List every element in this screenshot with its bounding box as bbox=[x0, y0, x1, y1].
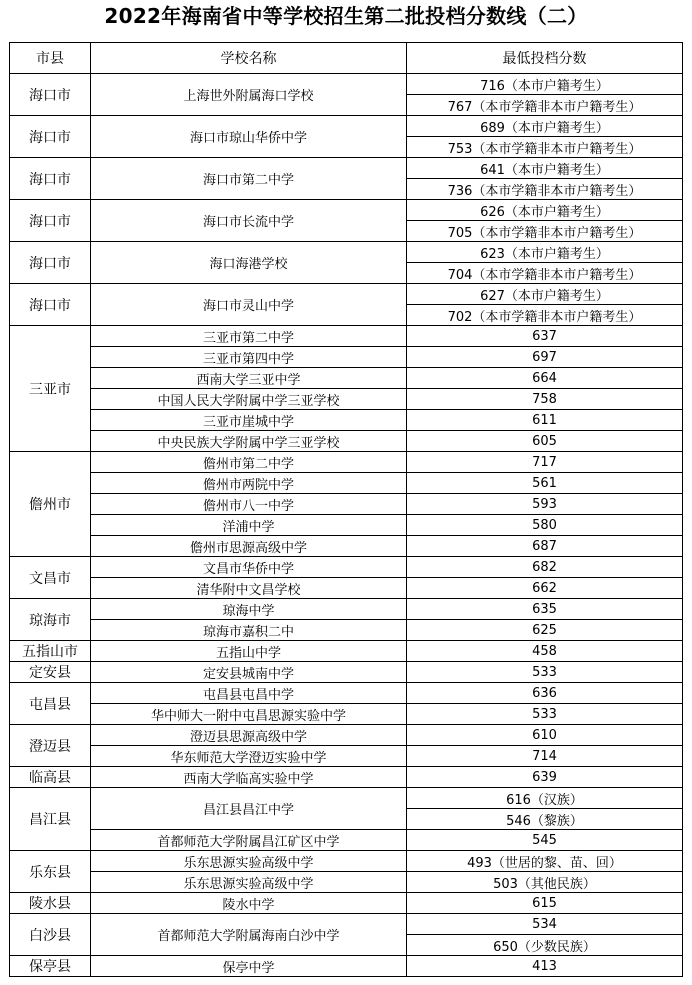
min-score-cell: 605 bbox=[407, 431, 683, 452]
table-row bbox=[10, 452, 683, 473]
header-score: 最低投档分数 bbox=[407, 43, 683, 74]
county-cell: 海口市 bbox=[10, 200, 91, 242]
table-body bbox=[10, 74, 683, 977]
table-row bbox=[10, 368, 683, 389]
min-score-cell: 705（本市学籍非本市户籍考生） bbox=[407, 221, 683, 242]
table-header-row bbox=[10, 43, 683, 74]
min-score-cell: 458 bbox=[407, 641, 683, 662]
county-cell: 海口市 bbox=[10, 74, 91, 116]
header-county: 市县 bbox=[10, 43, 91, 74]
school-name-cell: 首都师范大学附属昌江矿区中学 bbox=[91, 830, 407, 851]
min-score-cell: 687 bbox=[407, 536, 683, 557]
county-cell: 文昌市 bbox=[10, 557, 91, 599]
school-name-cell: 五指山中学 bbox=[91, 641, 407, 662]
school-name-cell: 文昌市华侨中学 bbox=[91, 557, 407, 578]
min-score-cell: 682 bbox=[407, 557, 683, 578]
table-row bbox=[10, 599, 683, 620]
school-name-cell: 儋州市两院中学 bbox=[91, 473, 407, 494]
table-row bbox=[10, 830, 683, 851]
min-score-cell: 627（本市户籍考生） bbox=[407, 284, 683, 305]
school-name-cell: 洋浦中学 bbox=[91, 515, 407, 536]
school-name-cell: 保亭中学 bbox=[91, 956, 407, 977]
table-row bbox=[10, 683, 683, 704]
min-score-cell: 546（黎族） bbox=[407, 809, 683, 830]
min-score-cell: 697 bbox=[407, 347, 683, 368]
school-name-cell: 首都师范大学附属海南白沙中学 bbox=[91, 914, 407, 956]
county-cell: 澄迈县 bbox=[10, 725, 91, 767]
min-score-cell: 503（其他民族） bbox=[407, 872, 683, 893]
min-score-cell: 611 bbox=[407, 410, 683, 431]
min-score-cell: 580 bbox=[407, 515, 683, 536]
table-row bbox=[10, 410, 683, 431]
school-name-cell: 海口海港学校 bbox=[91, 242, 407, 284]
county-cell: 定安县 bbox=[10, 662, 91, 683]
county-cell: 保亭县 bbox=[10, 956, 91, 977]
county-cell: 屯昌县 bbox=[10, 683, 91, 725]
min-score-cell: 561 bbox=[407, 473, 683, 494]
school-name-cell: 琼海中学 bbox=[91, 599, 407, 620]
min-score-cell: 662 bbox=[407, 578, 683, 599]
table-row bbox=[10, 851, 683, 872]
table-row bbox=[10, 158, 683, 179]
table-row bbox=[10, 116, 683, 137]
school-name-cell: 三亚市第二中学 bbox=[91, 326, 407, 347]
school-name-cell: 中国人民大学附属中学三亚学校 bbox=[91, 389, 407, 410]
min-score-cell: 758 bbox=[407, 389, 683, 410]
min-score-cell: 767（本市学籍非本市户籍考生） bbox=[407, 95, 683, 116]
document-title: 2022年海南省中等学校招生第二批投档分数线（二） bbox=[104, 4, 588, 28]
table-row bbox=[10, 788, 683, 809]
table-row bbox=[10, 620, 683, 641]
table-row bbox=[10, 473, 683, 494]
school-name-cell: 三亚市第四中学 bbox=[91, 347, 407, 368]
table-row bbox=[10, 74, 683, 95]
table-row bbox=[10, 557, 683, 578]
min-score-cell: 625 bbox=[407, 620, 683, 641]
school-name-cell: 中央民族大学附属中学三亚学校 bbox=[91, 431, 407, 452]
min-score-cell: 616（汉族） bbox=[407, 788, 683, 809]
min-score-cell: 533 bbox=[407, 662, 683, 683]
table-row bbox=[10, 725, 683, 746]
school-name-cell: 昌江县昌江中学 bbox=[91, 788, 407, 830]
school-name-cell: 西南大学临高实验中学 bbox=[91, 767, 407, 788]
min-score-cell: 637 bbox=[407, 326, 683, 347]
min-score-cell: 639 bbox=[407, 767, 683, 788]
admission-score-table bbox=[9, 42, 683, 977]
table-row bbox=[10, 515, 683, 536]
school-name-cell: 陵水中学 bbox=[91, 893, 407, 914]
county-cell: 五指山市 bbox=[10, 641, 91, 662]
min-score-cell: 545 bbox=[407, 830, 683, 851]
min-score-cell: 636 bbox=[407, 683, 683, 704]
table-row bbox=[10, 578, 683, 599]
school-name-cell: 屯昌县屯昌中学 bbox=[91, 683, 407, 704]
county-cell: 琼海市 bbox=[10, 599, 91, 641]
min-score-cell: 689（本市户籍考生） bbox=[407, 116, 683, 137]
min-score-cell: 413 bbox=[407, 956, 683, 977]
table-row bbox=[10, 494, 683, 515]
school-name-cell: 定安县城南中学 bbox=[91, 662, 407, 683]
min-score-cell: 534 bbox=[407, 914, 683, 935]
school-name-cell: 琼海市嘉积二中 bbox=[91, 620, 407, 641]
min-score-cell: 623（本市户籍考生） bbox=[407, 242, 683, 263]
min-score-cell: 716（本市户籍考生） bbox=[407, 74, 683, 95]
school-name-cell: 乐东思源实验高级中学 bbox=[91, 872, 407, 893]
table-row bbox=[10, 284, 683, 305]
county-cell: 白沙县 bbox=[10, 914, 91, 956]
min-score-cell: 593 bbox=[407, 494, 683, 515]
county-cell: 乐东县 bbox=[10, 851, 91, 893]
table-row bbox=[10, 389, 683, 410]
table-row bbox=[10, 956, 683, 977]
min-score-cell: 714 bbox=[407, 746, 683, 767]
school-name-cell: 华中师大一附中屯昌思源实验中学 bbox=[91, 704, 407, 725]
county-cell: 海口市 bbox=[10, 158, 91, 200]
school-name-cell: 清华附中文昌学校 bbox=[91, 578, 407, 599]
min-score-cell: 493（世居的黎、苗、回） bbox=[407, 851, 683, 872]
school-name-cell: 儋州市八一中学 bbox=[91, 494, 407, 515]
min-score-cell: 635 bbox=[407, 599, 683, 620]
school-name-cell: 儋州市第二中学 bbox=[91, 452, 407, 473]
county-cell: 儋州市 bbox=[10, 452, 91, 557]
table-row bbox=[10, 242, 683, 263]
table-row bbox=[10, 536, 683, 557]
school-name-cell: 海口市琼山华侨中学 bbox=[91, 116, 407, 158]
min-score-cell: 704（本市学籍非本市户籍考生） bbox=[407, 263, 683, 284]
min-score-cell: 615 bbox=[407, 893, 683, 914]
school-name-cell: 乐东思源实验高级中学 bbox=[91, 851, 407, 872]
table-row bbox=[10, 704, 683, 725]
school-name-cell: 三亚市崖城中学 bbox=[91, 410, 407, 431]
min-score-cell: 753（本市学籍非本市户籍考生） bbox=[407, 137, 683, 158]
school-name-cell: 西南大学三亚中学 bbox=[91, 368, 407, 389]
county-cell: 陵水县 bbox=[10, 893, 91, 914]
county-cell: 海口市 bbox=[10, 116, 91, 158]
min-score-cell: 702（本市学籍非本市户籍考生） bbox=[407, 305, 683, 326]
table-row bbox=[10, 431, 683, 452]
table-row bbox=[10, 641, 683, 662]
table-row bbox=[10, 746, 683, 767]
table-row bbox=[10, 893, 683, 914]
table-row bbox=[10, 347, 683, 368]
table-row bbox=[10, 872, 683, 893]
county-cell: 海口市 bbox=[10, 242, 91, 284]
table-row bbox=[10, 662, 683, 683]
min-score-cell: 533 bbox=[407, 704, 683, 725]
county-cell: 三亚市 bbox=[10, 326, 91, 452]
min-score-cell: 610 bbox=[407, 725, 683, 746]
school-name-cell: 上海世外附属海口学校 bbox=[91, 74, 407, 116]
school-name-cell: 儋州市思源高级中学 bbox=[91, 536, 407, 557]
county-cell: 海口市 bbox=[10, 284, 91, 326]
min-score-cell: 650（少数民族） bbox=[407, 935, 683, 956]
school-name-cell: 澄迈县思源高级中学 bbox=[91, 725, 407, 746]
table-row bbox=[10, 326, 683, 347]
header-school: 学校名称 bbox=[91, 43, 407, 74]
min-score-cell: 736（本市学籍非本市户籍考生） bbox=[407, 179, 683, 200]
county-cell: 昌江县 bbox=[10, 788, 91, 851]
min-score-cell: 641（本市户籍考生） bbox=[407, 158, 683, 179]
school-name-cell: 华东师范大学澄迈实验中学 bbox=[91, 746, 407, 767]
table-row bbox=[10, 914, 683, 935]
school-name-cell: 海口市第二中学 bbox=[91, 158, 407, 200]
min-score-cell: 717 bbox=[407, 452, 683, 473]
min-score-cell: 626（本市户籍考生） bbox=[407, 200, 683, 221]
min-score-cell: 664 bbox=[407, 368, 683, 389]
school-name-cell: 海口市长流中学 bbox=[91, 200, 407, 242]
county-cell: 临高县 bbox=[10, 767, 91, 788]
school-name-cell: 海口市灵山中学 bbox=[91, 284, 407, 326]
table-row bbox=[10, 200, 683, 221]
table-row bbox=[10, 767, 683, 788]
